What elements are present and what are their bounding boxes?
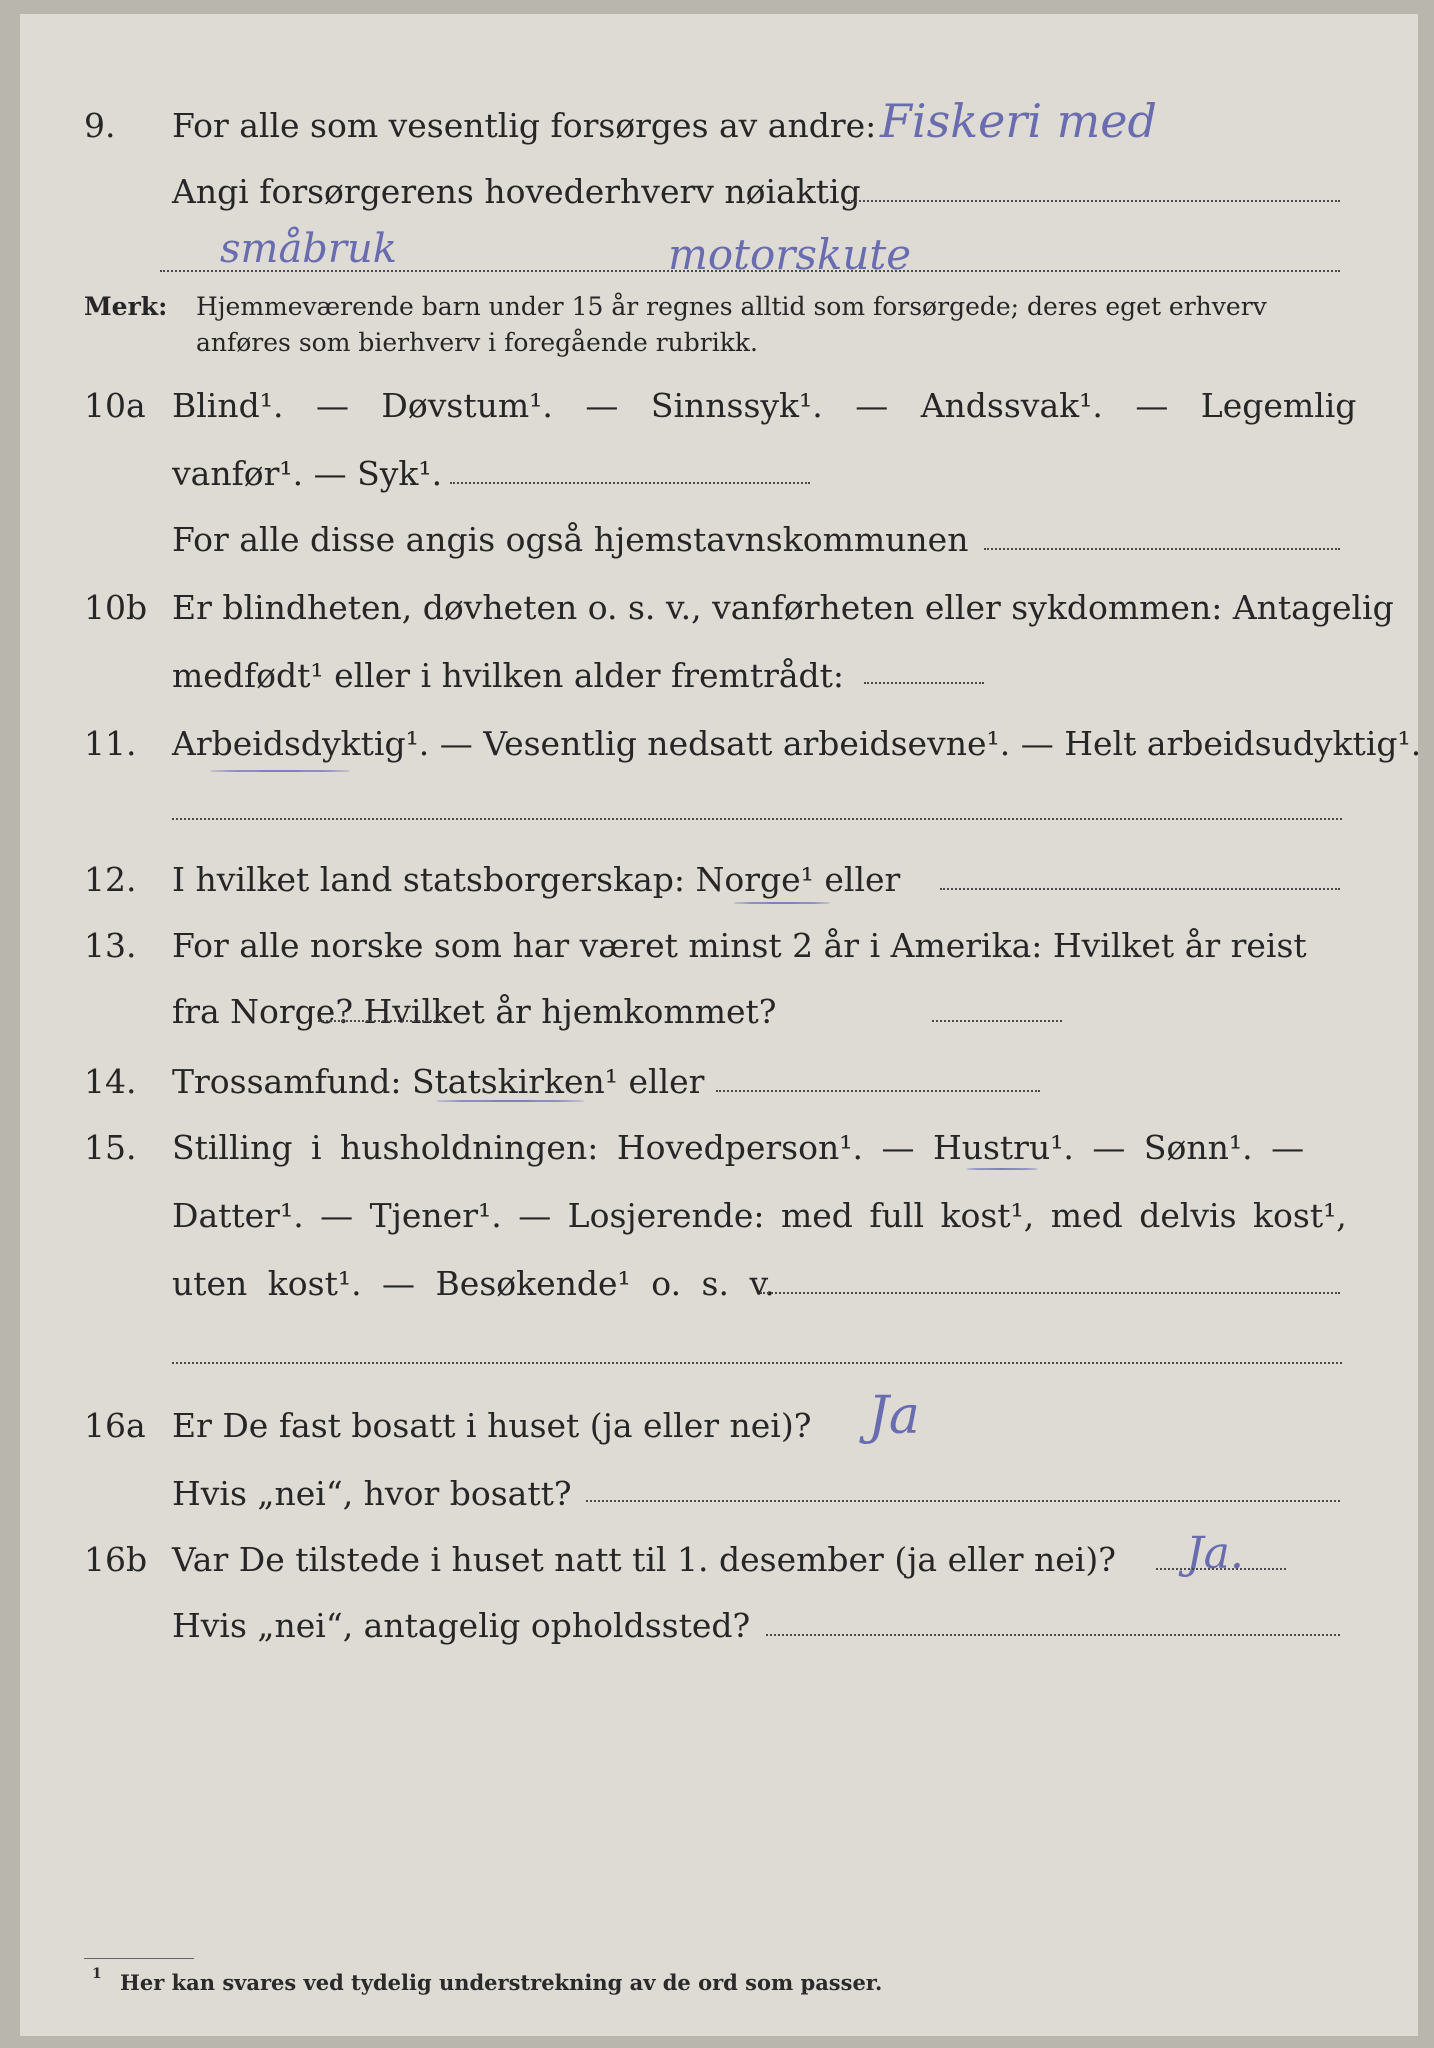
- q15-line3: uten kost¹. — Besøkende¹ o. s. v.: [172, 1264, 775, 1303]
- q13-line2: fra Norge? Hvilket år hjemkommet?: [172, 992, 777, 1031]
- merk-line1: Hjemmeværende barn under 15 år regnes alltid som forsørgede; deres eget erhverv: [196, 292, 1267, 321]
- footnote: [92, 1966, 883, 1995]
- q16a-number: 16a: [84, 1406, 146, 1445]
- footnote-text: Her kan svares ved tydelig understrekning av de ord som passer.: [120, 1970, 883, 1995]
- merk-line2: anføres som bierhverv i foregående rubrikk.: [196, 328, 758, 357]
- q9-fill-line-2: [160, 270, 1340, 272]
- q13-line1: For alle norske som har været minst 2 år i Amerika: Hvilket år reist: [172, 926, 1307, 965]
- q13-number: 13.: [84, 926, 137, 965]
- q12-answer-underline: [734, 902, 830, 904]
- q12-line1: I hvilket land statsborgerskap: Norge¹ eller: [172, 860, 901, 899]
- q13-fill-line-1: [318, 1020, 444, 1022]
- q16b-fill-line-1: [1156, 1568, 1286, 1570]
- q9-fill-line-1: [848, 200, 1340, 202]
- q10b-fill-line: [864, 682, 984, 684]
- q9-answer-1: Fiskeri med: [880, 94, 1157, 148]
- q11-number: 11.: [84, 724, 137, 763]
- q14-answer-underline: [436, 1100, 584, 1102]
- q11-fill-line: [172, 818, 1342, 820]
- q16b-number: 16b: [84, 1540, 148, 1579]
- q14-line1: Trossamfund: Statskirken¹ eller: [172, 1062, 705, 1101]
- q15-line1: Stilling i husholdningen: Hovedperson¹. — Hustru¹. — Sønn¹. —: [172, 1128, 1305, 1167]
- q11-answer-underline: [210, 770, 350, 772]
- q9-number: 9.: [84, 106, 116, 145]
- q9-line1: For alle som vesentlig forsørges av andre:: [172, 106, 877, 145]
- q10a-line3: For alle disse angis også hjemstavnskommunen: [172, 520, 969, 559]
- q14-number: 14.: [84, 1062, 137, 1101]
- q10b-line2: medfødt¹ eller i hvilken alder fremtrådt:: [172, 656, 845, 695]
- q10a-line1: Blind¹. — Døvstum¹. — Sinnssyk¹. — Andssvak¹. — Legemlig: [172, 386, 1357, 425]
- q16a-line2: Hvis „nei“, hvor bosatt?: [172, 1474, 572, 1513]
- q16b-answer: Ja.: [1186, 1528, 1244, 1579]
- q10a-fill-line-2: [984, 548, 1340, 550]
- q16b-fill-line-2: [766, 1634, 1340, 1636]
- q15-line2: Datter¹. — Tjener¹. — Losjerende: med full kost¹, med delvis kost¹,: [172, 1196, 1347, 1235]
- q11-line1: Arbeidsdyktig¹. — Vesentlig nedsatt arbeidsevne¹. — Helt arbeidsudyktig¹.: [172, 724, 1422, 763]
- q15-number: 15.: [84, 1128, 137, 1167]
- q12-fill-line: [940, 888, 1340, 890]
- q16b-line2: Hvis „nei“, antagelig opholdssted?: [172, 1606, 751, 1645]
- q16a-fill-line: [586, 1500, 1340, 1502]
- q10b-number: 10b: [84, 588, 148, 627]
- q12-number: 12.: [84, 860, 137, 899]
- q9-answer-3: motorskute: [668, 230, 912, 279]
- q16b-line1: Var De tilstede i huset natt til 1. desember (ja eller nei)?: [172, 1540, 1116, 1579]
- q10b-line1: Er blindheten, døvheten o. s. v., vanførheten eller sykdommen: Antagelig: [172, 588, 1394, 627]
- q10a-fill-line-1: [450, 482, 810, 484]
- q15-answer-underline: [966, 1168, 1038, 1170]
- footnote-marker: 1: [92, 1966, 102, 1982]
- q10a-number: 10a: [84, 386, 146, 425]
- q16a-line1: Er De fast bosatt i huset (ja eller nei)?: [172, 1406, 812, 1445]
- q9-line2: Angi forsørgerens hovederhverv nøiaktig: [172, 172, 861, 211]
- q14-fill-line: [716, 1090, 1040, 1092]
- footnote-rule: [84, 1958, 194, 1959]
- q9-answer-2: småbruk: [220, 226, 398, 272]
- q15-fill-line-2: [172, 1362, 1342, 1364]
- q16a-answer: Ja: [868, 1386, 920, 1446]
- merk-label: Merk:: [84, 292, 168, 321]
- q10a-line2: vanfør¹. — Syk¹.: [172, 454, 443, 493]
- q15-fill-line-1: [760, 1292, 1340, 1294]
- q13-fill-line-2: [932, 1020, 1062, 1022]
